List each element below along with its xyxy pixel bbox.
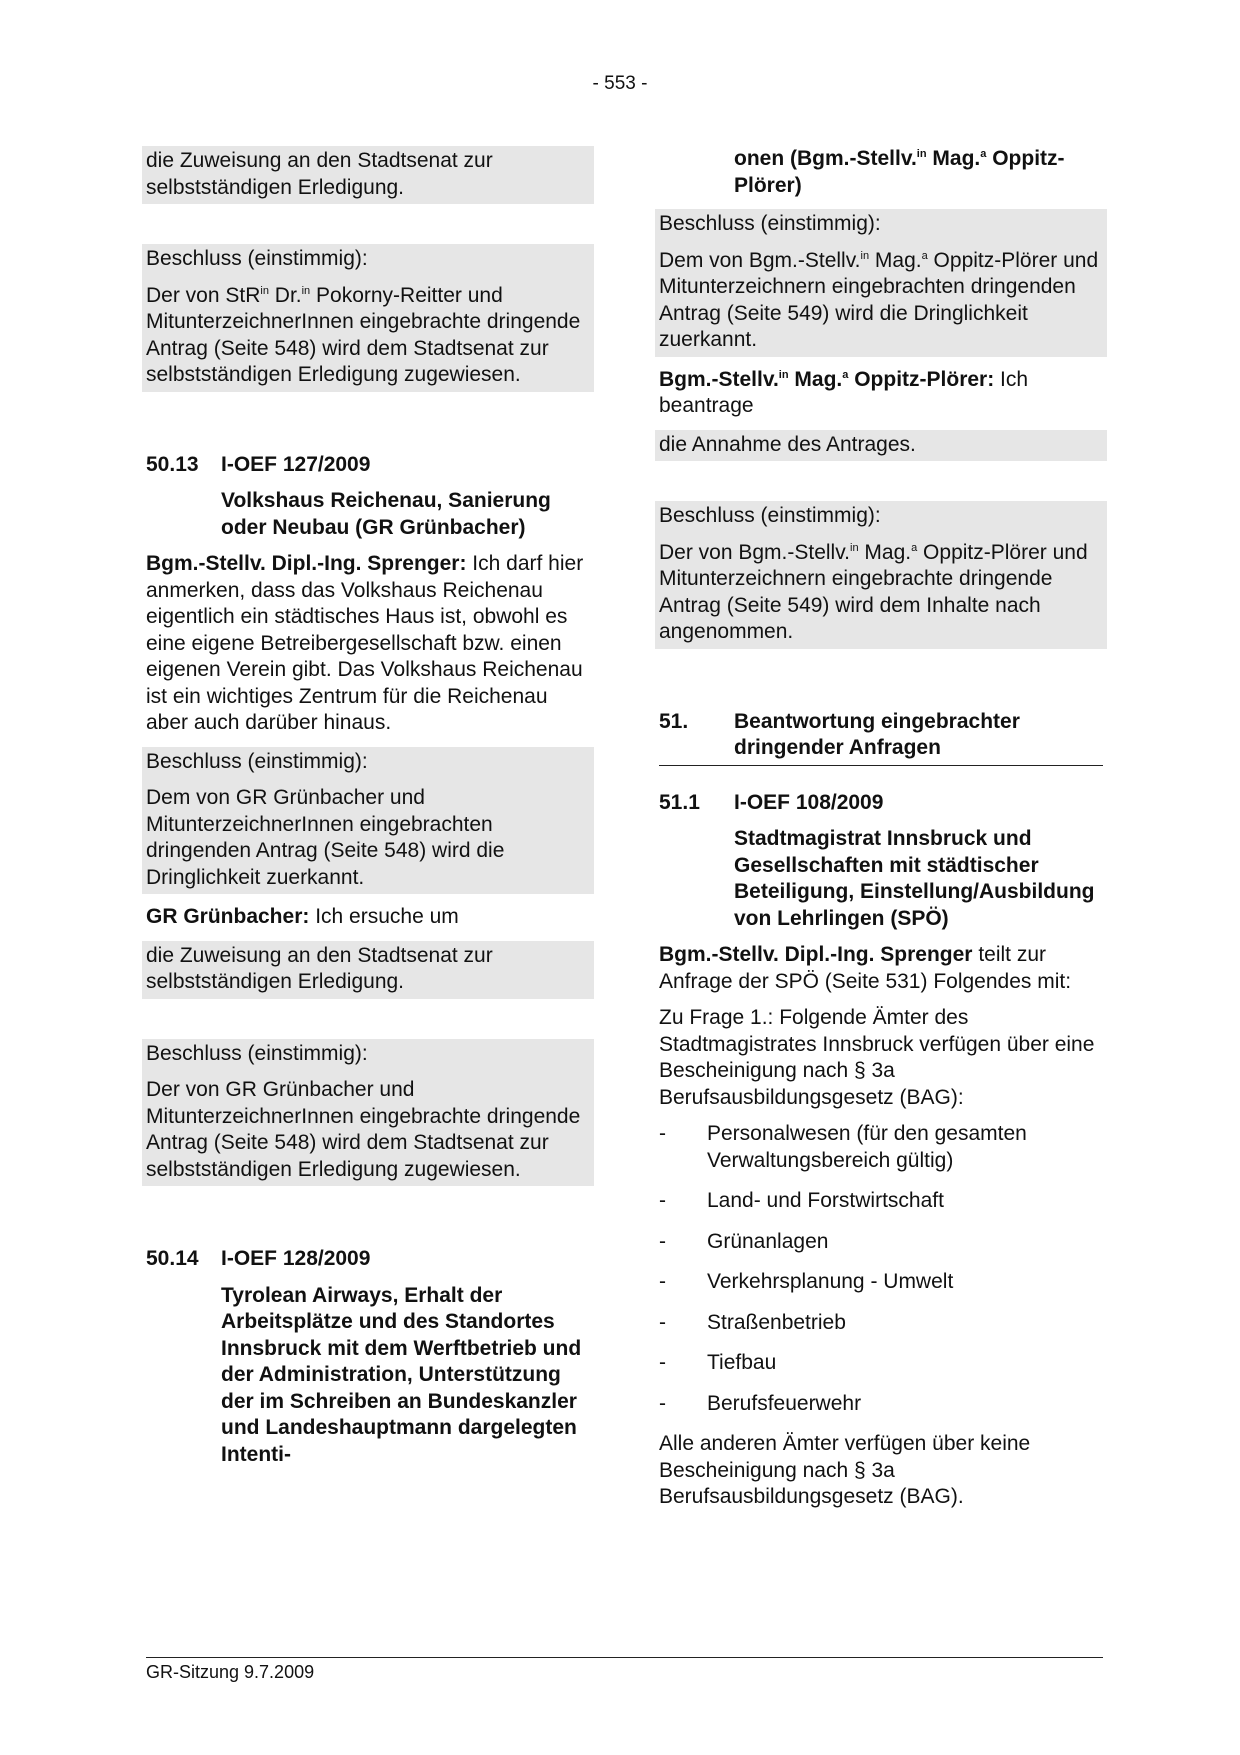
section-heading-50-13: 50.13 I-OEF 127/2009 — [146, 452, 371, 476]
decision-text — [142, 146, 594, 204]
beschluss-label: Beschluss (einstimmig): — [146, 247, 368, 270]
decision-text: Der von GR Grünbacher und MitunterzeichnerInnen eingebrachte dringende Antrag (Seite 548) wird dem Stadtsenat zur selbstständigen Erledigung zugewiesen. — [146, 1078, 581, 1181]
decision-block — [142, 1039, 594, 1187]
decision-text: die Annahme des Antrages. — [655, 430, 1107, 462]
beschluss-label: Beschluss (einstimmig): — [146, 1041, 368, 1065]
right-column — [659, 146, 1103, 1511]
decision-text: Dem von Bgm.-Stellv.$^{in}$ Mag.$^a$ Oppitz-Plörer und Mitunterzeichnern eingebrachten dringenden Antrag (Seite 549) wird die Dringlichkeit zuerkannt. — [659, 248, 1099, 351]
list-item: - Personalwesen (für den gesamten Verwaltungsbereich gültig) — [659, 1122, 1027, 1172]
speaker-paragraph: GR Grünbacher: Ich ersuche um — [146, 905, 459, 928]
section-title: Tyrolean Airways, Erhalt der Arbeitsplätze und des Standortes Innsbruck mit dem Werftbetrieb und der Administration, Unterstützung der im Schreiben an Bundeskanzler und Landeshauptmann dargelegten Intenti- — [221, 1283, 582, 1466]
section-heading-51: 51. Beantwortung eingebrachter dringender Anfragen — [659, 709, 1103, 766]
paragraph: die Zuweisung an den Stadtsenat zur selbstständigen Erledigung. — [146, 149, 493, 199]
section-title: Volkshaus Reichenau, Sanierung oder Neubau (GR Grünbacher) — [221, 489, 551, 539]
section-heading-50-14: 50.14 I-OEF 128/2009 — [146, 1247, 371, 1270]
decision-block — [655, 501, 1107, 649]
paragraph: Alle anderen Ämter verfügen über keine Bescheinigung nach § 3a Berufsausbildungsgesetz (BAG). — [659, 1432, 1031, 1508]
section-title-continued: onen (Bgm.-Stellv.$^{in}$ Mag.$^a$ Oppitz-Plörer) — [734, 147, 1065, 197]
beschluss-label: Beschluss (einstimmig): — [659, 504, 881, 527]
list-item: - Land- und Forstwirtschaft — [659, 1189, 944, 1212]
list-item: - Berufsfeuerwehr — [659, 1391, 862, 1415]
beschluss-label: Beschluss (einstimmig): — [659, 212, 881, 235]
speaker-paragraph: Bgm.-Stellv. Dipl.-Ing. Sprenger: Ich darf hier anmerken, dass das Volkshaus Reichenau eigentlich ein städtisches Haus ist, obwohl es eine eigene Betreibergesellschaft bzw. einen eigenen Verein gibt. Das Volkshaus Reichenau ist ein wichtiges Zentrum für die Reichenau aber auch darüber hinaus. — [146, 552, 584, 734]
section-title: Stadtmagistrat Innsbruck und Gesellschaften mit städtischer Beteiligung, Einstellung/Ausbildung von Lehrlingen (SPÖ) — [734, 827, 1095, 930]
decision-text: Der von StR$^{in}$ Dr.$^{in}$ Pokorny-Reitter und MitunterzeichnerInnen eingebrachte dringende Antrag (Seite 548) wird dem Stadtsenat zur selbstständigen Erledigung zugewiesen. — [146, 283, 581, 386]
speaker-paragraph: Bgm.-Stellv. Dipl.-Ing. Sprenger teilt zur Anfrage der SPÖ (Seite 531) Folgendes mit: — [659, 943, 1072, 993]
paragraph: Zu Frage 1.: Folgende Ämter des Stadtmagistrates Innsbruck verfügen über eine Bescheinigung nach § 3a Berufsausbildungsgesetz (BAG): — [659, 1006, 1095, 1109]
decision-block — [655, 209, 1107, 357]
list-item: - Tiefbau — [659, 1351, 777, 1374]
footer-divider — [146, 1657, 1103, 1658]
decision-text: die Zuweisung an den Stadtsenat zur selbstständigen Erledigung. — [142, 941, 594, 999]
left-column — [146, 146, 590, 1468]
page-number: - 553 - — [592, 73, 648, 94]
list-item: - Grünanlagen — [659, 1229, 829, 1253]
beschluss-label: Beschluss (einstimmig): — [146, 749, 368, 773]
office-list — [659, 1121, 1103, 1417]
decision-text: Dem von GR Grünbacher und MitunterzeichnerInnen eingebrachten dringenden Antrag (Seite 548) wird die Dringlichkeit zuerkannt. — [146, 786, 505, 889]
decision-text: Der von Bgm.-Stellv.$^{in}$ Mag.$^a$ Oppitz-Plörer und Mitunterzeichnern eingebrachte dringende Antrag (Seite 549) wird dem Inhalte nach angenommen. — [659, 540, 1088, 643]
footer-text: GR-Sitzung 9.7.2009 — [146, 1662, 315, 1682]
decision-block — [142, 747, 594, 895]
decision-block — [142, 244, 594, 392]
speaker-paragraph: Bgm.-Stellv.$^{in}$ Mag.$^a$ Oppitz-Plörer: Ich beantrage — [659, 367, 1029, 417]
section-heading-51-1: 51.1 I-OEF 108/2009 — [659, 790, 884, 814]
list-item: - Straßenbetrieb — [659, 1310, 846, 1334]
list-item: - Verkehrsplanung - Umwelt — [659, 1270, 954, 1293]
